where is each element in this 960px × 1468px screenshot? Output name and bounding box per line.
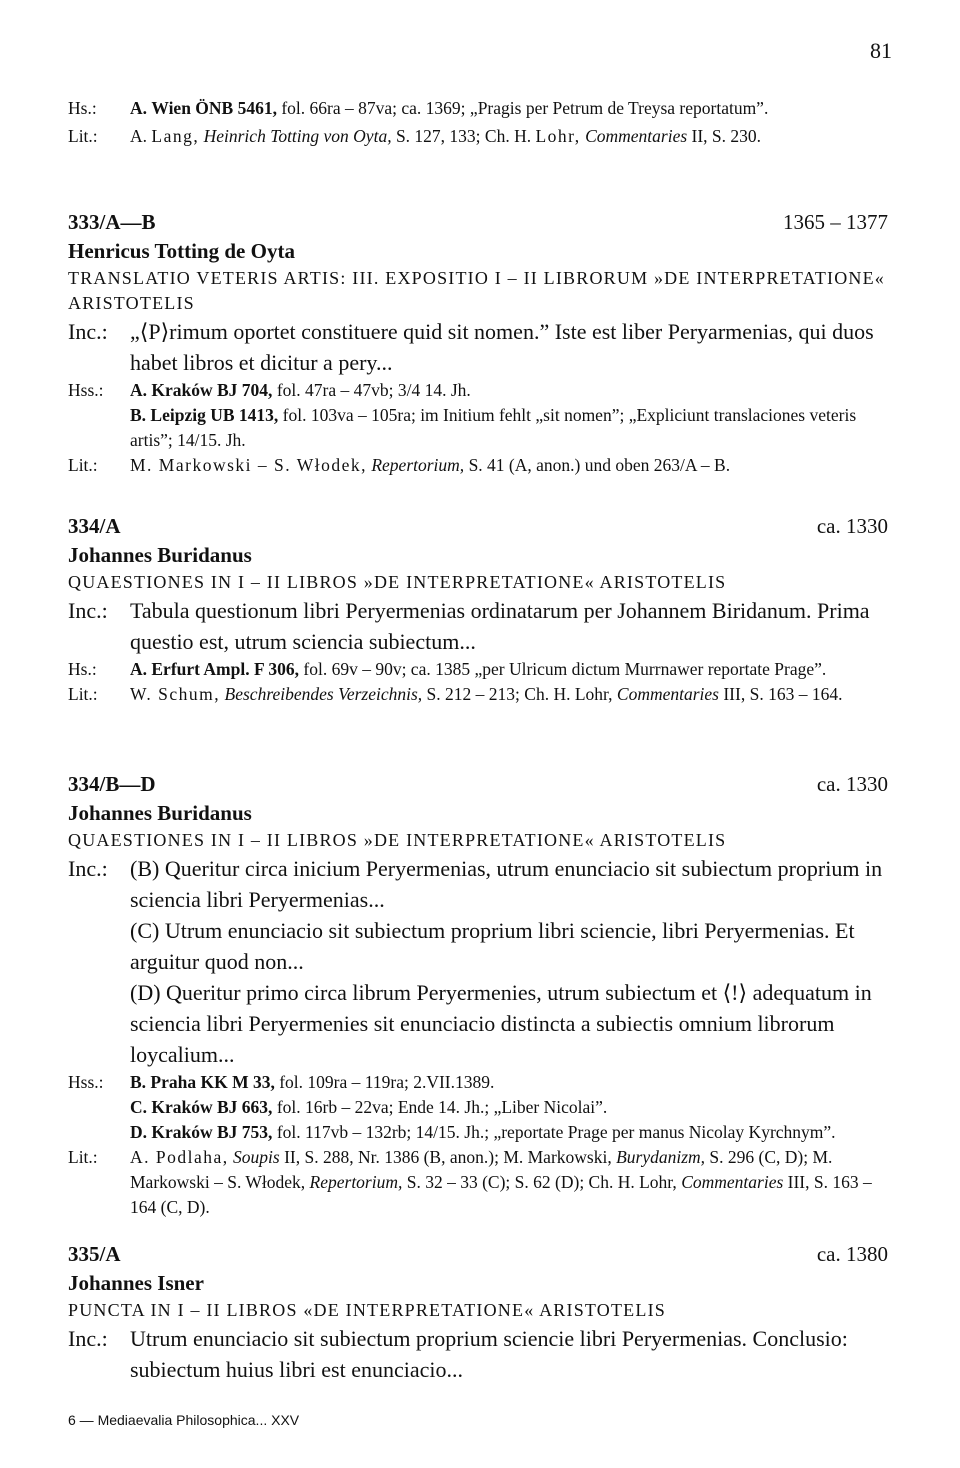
entry-title: QUAESTIONES IN I – II LIBROS »DE INTERPRETATIONE« ARISTOTELIS — [68, 572, 727, 592]
hss-a-library: A. Kraków BJ 704, — [130, 380, 273, 400]
lit-line — [68, 1145, 888, 1220]
entry-date: ca. 1380 — [816, 1242, 888, 1266]
inc-label: Inc.: — [68, 598, 108, 623]
page-number: 81 — [870, 38, 892, 63]
hss-d-details: fol. 117vb – 132rb; 14/15. Jh.; „reportate Prage per manus Nicolay Kyrchnym”. — [276, 1122, 836, 1142]
entry-author: Henricus Totting de Oyta — [68, 239, 295, 263]
lit-line — [68, 682, 888, 707]
inc-label: Inc.: — [68, 319, 108, 344]
hss-d-library: D. Kraków BJ 753, — [130, 1122, 273, 1142]
lit-title: Beschreibendes Verzeichnis, — [224, 684, 423, 704]
hs-library: A. Erfurt Ampl. F 306, — [130, 659, 299, 679]
hss-a-details: fol. 47ra – 47vb; 3/4 14. Jh. — [276, 380, 471, 400]
lit-initial: A. — [130, 126, 148, 146]
lit-author1: A. Podlaha, — [130, 1147, 229, 1167]
lit-post: S. 41 (A, anon.) und oben 263/A – B. — [468, 455, 731, 475]
lit-title: Repertorium, — [371, 455, 465, 475]
hss-label: Hss.: — [68, 1072, 104, 1092]
entry-header — [68, 208, 888, 237]
entry-author: Johannes Isner — [68, 1271, 204, 1295]
hs-siglum: A. — [130, 98, 148, 118]
top-block — [68, 96, 888, 149]
lit-label: Lit.: — [68, 1147, 98, 1167]
lit-title: Heinrich Totting von Oyta, — [203, 126, 392, 146]
incipit-d — [68, 977, 888, 1070]
entry-header — [68, 770, 888, 799]
incipit — [68, 595, 888, 657]
hs-library: Wien ÖNB 5461, — [151, 98, 277, 118]
hss-line-c — [68, 1095, 888, 1120]
lit-title2: Burydanizm, — [616, 1147, 706, 1167]
incipit-b — [68, 853, 888, 915]
entry-334bd — [68, 770, 888, 1220]
lit-mid: S. 212 – 213; Ch. H. Lohr, — [426, 684, 613, 704]
entry-333 — [68, 208, 888, 478]
lit-label: Lit.: — [68, 455, 98, 475]
entry-number: 334/A — [68, 514, 121, 538]
inc-label: Inc.: — [68, 1326, 108, 1351]
hss-line-b — [68, 1070, 888, 1095]
lit-author: Lang, — [151, 126, 200, 146]
hss-b-details: fol. 109ra – 119ra; 2.VII.1389. — [279, 1072, 495, 1092]
lit-part1: II, S. 288, Nr. 1386 (B, anon.); M. Markowski, — [284, 1147, 612, 1167]
inc-label: Inc.: — [68, 856, 108, 881]
hss-b-details: fol. 103va – 105ra; im Initium fehlt „sit nomen”; „Expliciunt translaciones veteris artis”; 14/15. Jh. — [130, 405, 857, 450]
entry-title: PUNCTA IN I – II LIBROS «DE INTERPRETATIONE« ARISTOTELIS — [68, 1300, 666, 1320]
hs-line — [68, 657, 888, 682]
hss-label: Hss.: — [68, 380, 104, 400]
hss-line-b — [68, 403, 888, 453]
lit-line — [68, 453, 888, 478]
hs-details: fol. 66ra – 87va; ca. 1369; „Pragis per Petrum de Treysa reportatum”. — [281, 98, 769, 118]
hs-label: Hs.: — [68, 98, 97, 118]
lit-post: III, S. 163 – 164. — [723, 684, 843, 704]
incipit — [68, 316, 888, 378]
hs-label: Hs.: — [68, 659, 97, 679]
lit-title3: Repertorium, — [309, 1172, 403, 1192]
entry-author: Johannes Buridanus — [68, 801, 252, 825]
inc-b-text: (B) Queritur circa inicium Peryermenias, utrum enunciacio sit subiectum proprium in sciencia libri Peryermenias... — [130, 856, 883, 912]
entry-335 — [68, 1240, 888, 1385]
incipit-c — [68, 915, 888, 977]
inc-d-text: (D) Queritur primo circa librum Peryermenies, utrum subiectum et ⟨!⟩ adequatum in sciencia libri Peryermenies sit enunciacio distincta a subiectis omnium librorum loycalium... — [130, 980, 872, 1067]
lit-title4: Commentaries — [681, 1172, 784, 1192]
lit-author: W. Schum, — [130, 684, 221, 704]
hs-line — [68, 96, 888, 121]
entry-number: 335/A — [68, 1242, 121, 1266]
hss-c-details: fol. 16rb – 22va; Ende 14. Jh.; „Liber Nicolai”. — [276, 1097, 608, 1117]
lit-pages: S. 127, 133; Ch. H. — [395, 126, 532, 146]
hss-c-library: C. Kraków BJ 663, — [130, 1097, 273, 1117]
entry-author: Johannes Buridanus — [68, 543, 252, 567]
hss-b-library: B. Praha KK M 33, — [130, 1072, 275, 1092]
lit-part2: S. 296 (C, D); M. Markowski – S. Włodek, — [130, 1147, 833, 1192]
inc-text: Utrum enunciacio sit subiectum proprium sciencie libri Peryermenias. Conclusio: subiectum huius libri est enunciacio... — [130, 1326, 848, 1382]
lit-label: Lit.: — [68, 684, 98, 704]
lit-part3: S. 32 – 33 (C); S. 62 (D); Ch. H. Lohr, — [406, 1172, 677, 1192]
entry-number: 333/A—B — [68, 210, 156, 234]
entry-header — [68, 512, 888, 541]
lit-end: II, S. 230. — [691, 126, 762, 146]
hss-line-d — [68, 1120, 888, 1145]
hs-details: fol. 69v – 90v; ca. 1385 „per Ulricum dictum Murrnawer reportate Prage”. — [303, 659, 827, 679]
footer-signature: 6 — Mediaevalia Philosophica... XXV — [68, 1412, 300, 1428]
incipit — [68, 1323, 888, 1385]
entry-date: ca. 1330 — [816, 514, 888, 538]
entry-header — [68, 1240, 888, 1269]
hss-b-library: B. Leipzig UB 1413, — [130, 405, 279, 425]
lit-title2: Commentaries — [585, 126, 688, 146]
lit-title1: Soupis — [233, 1147, 280, 1167]
lit-part4: III, S. 163 – 164 (C, D). — [130, 1172, 872, 1217]
lit-title2: Commentaries — [616, 684, 719, 704]
entry-334a — [68, 512, 888, 707]
inc-text: „⟨P⟩rimum oportet constituere quid sit nomen.” Iste est liber Peryarmenias, qui duos habet libros et dicitur a pery... — [130, 319, 874, 375]
entry-title: TRANSLATIO VETERIS ARTIS: III. EXPOSITIO I – II LIBRORUM »DE INTERPRETATIONE« ARISTOTELIS — [68, 268, 886, 313]
inc-text: Tabula questionum libri Peryermenias ordinatarum per Johannem Biridanum. Prima questio est, utrum sciencia subiectum... — [130, 598, 870, 654]
hss-line-a — [68, 378, 888, 403]
entry-date: 1365 – 1377 — [783, 210, 888, 234]
entry-date: ca. 1330 — [816, 772, 888, 796]
entry-title: QUAESTIONES IN I – II LIBROS »DE INTERPRETATIONE« ARISTOTELIS — [68, 830, 727, 850]
lit-label: Lit.: — [68, 126, 98, 146]
entry-number: 334/B—D — [68, 772, 156, 796]
inc-c-text: (C) Utrum enunciacio sit subiectum proprium libri sciencie, libri Peryermenias. Et arguitur quod non... — [130, 918, 855, 974]
lit-line — [68, 124, 888, 149]
lit-authors: M. Markowski – S. Włodek, — [130, 455, 367, 475]
lit-author2: Lohr, — [535, 126, 581, 146]
